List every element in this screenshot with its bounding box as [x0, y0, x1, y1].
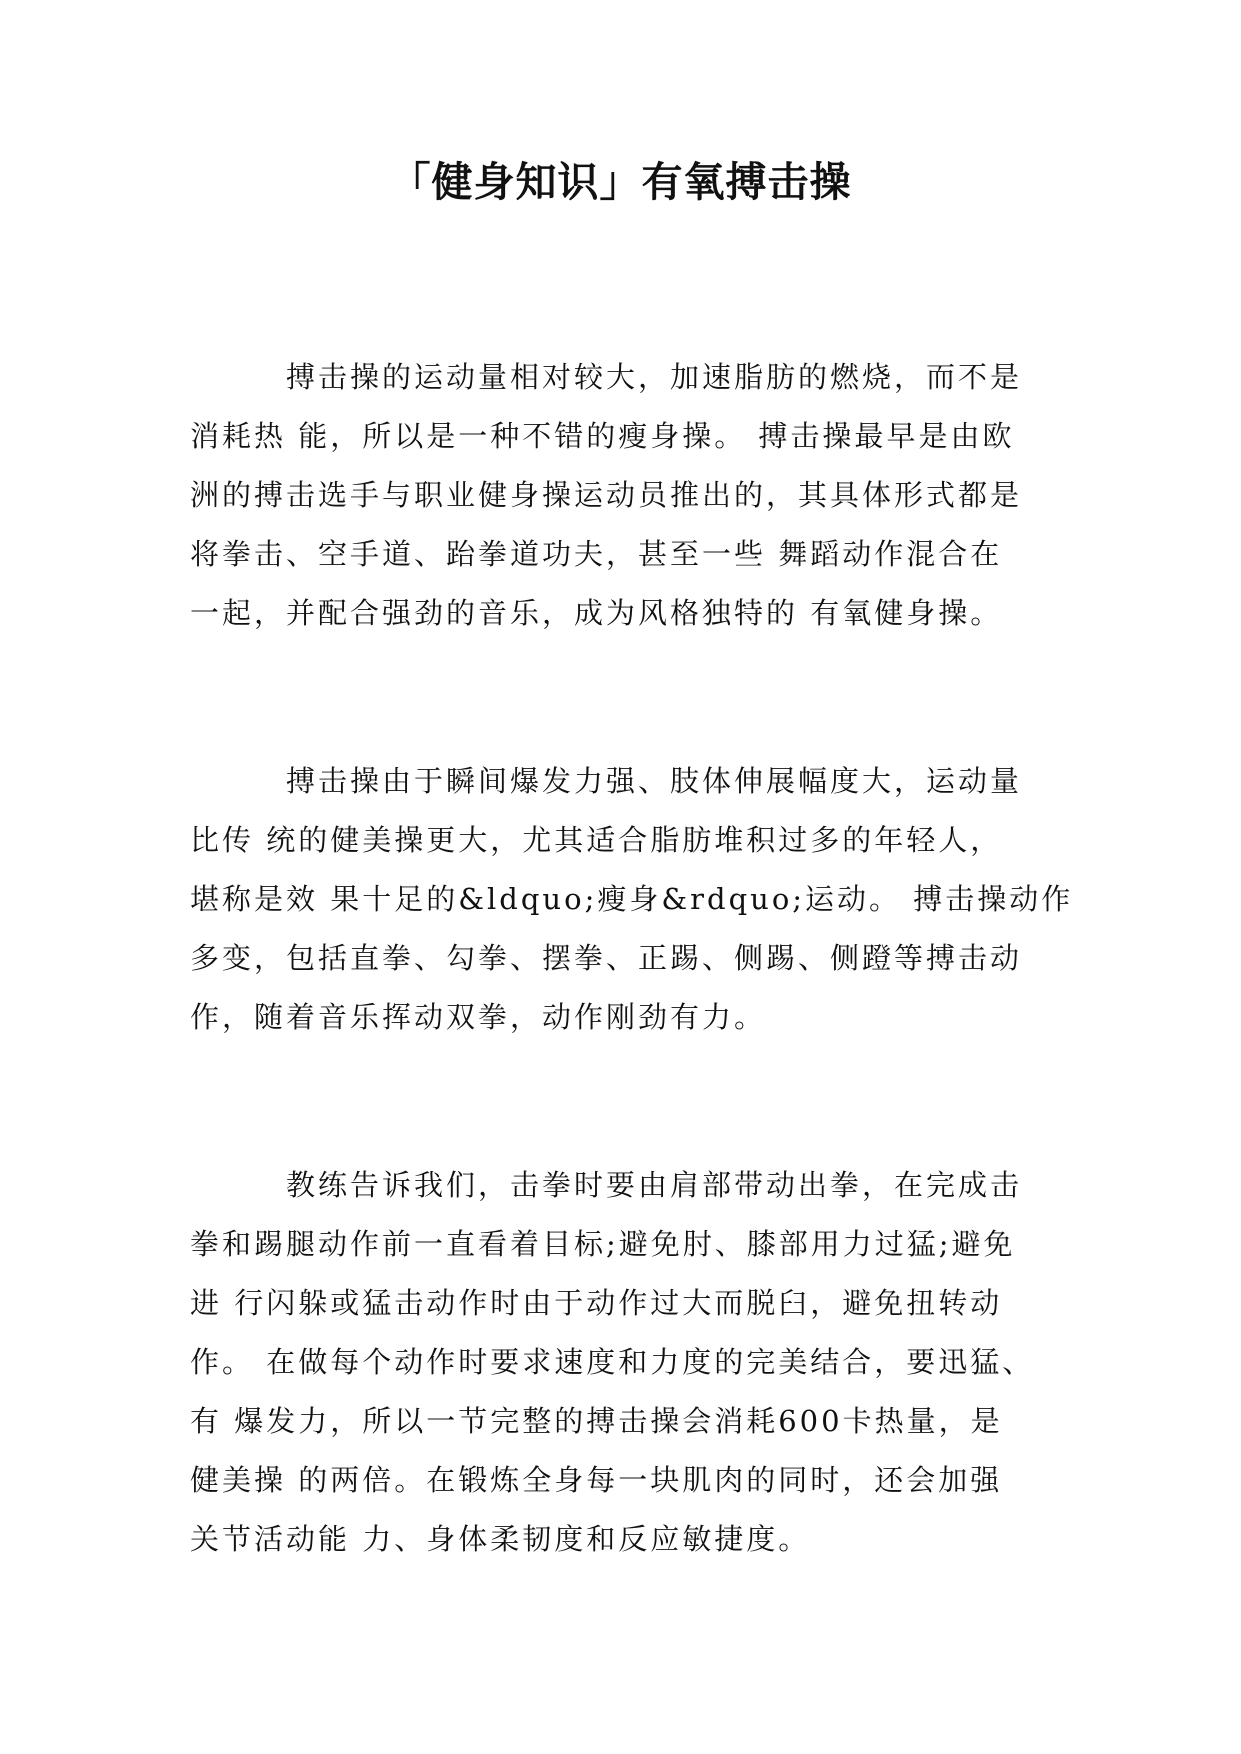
paragraph-line: 有 爆发力，所以一节完整的搏击操会消耗600卡热量，是	[190, 1404, 1003, 1438]
paragraph-line: 将拳击、空手道、跆拳道功夫，甚至一些 舞蹈动作混合在	[190, 537, 1003, 571]
paragraph-line: 多变，包括直拳、勾拳、摆拳、正踢、侧踢、侧蹬等搏击动	[190, 941, 1023, 975]
paragraph-line: 健美操 的两倍。在锻炼全身每一块肌肉的同时，还会加强	[190, 1463, 1003, 1497]
paragraph-3	[190, 1156, 1070, 1569]
paragraph-line: 搏击操的运动量相对较大，加速脂肪的燃烧，而不是	[190, 360, 1023, 394]
paragraph-2	[190, 752, 1074, 1047]
document-title: 「健身知识」有氧搏击操	[389, 158, 852, 206]
paragraph-line: 作，随着音乐挥动双拳，动作刚劲有力。	[190, 1000, 767, 1034]
paragraph-line: 一起，并配合强劲的音乐，成为风格独特的 有氧健身操。	[190, 596, 1003, 630]
paragraph-line: 消耗热 能，所以是一种不错的瘦身操。 搏击操最早是由欧	[190, 419, 1015, 453]
paragraph-line: 洲的搏击选手与职业健身操运动员推出的，其具体形式都是	[190, 478, 1023, 512]
paragraph-line: 搏击操由于瞬间爆发力强、肢体伸展幅度大，运动量	[190, 764, 1023, 798]
paragraph-line: 比传 统的健美操更大，尤其适合脂肪堆积过多的年轻人，	[190, 823, 1003, 857]
paragraph-1	[190, 348, 1070, 643]
paragraph-line: 堪称是效 果十足的&ldquo;瘦身&rdquo;运动。 搏击操动作	[190, 882, 1074, 916]
paragraph-line: 教练告诉我们，击拳时要由肩部带动出拳，在完成击	[190, 1168, 1023, 1202]
paragraph-line: 进 行闪躲或猛击动作时由于动作过大而脱臼，避免扭转动	[190, 1286, 1003, 1320]
paragraph-line: 作。 在做每个动作时要求速度和力度的完美结合，要迅猛、	[190, 1345, 1035, 1379]
paragraph-line: 拳和踢腿动作前一直看着目标;避免肘、膝部用力过猛;避免	[190, 1227, 1016, 1261]
paragraph-line: 关节活动能 力、身体柔韧度和反应敏捷度。	[190, 1522, 811, 1556]
